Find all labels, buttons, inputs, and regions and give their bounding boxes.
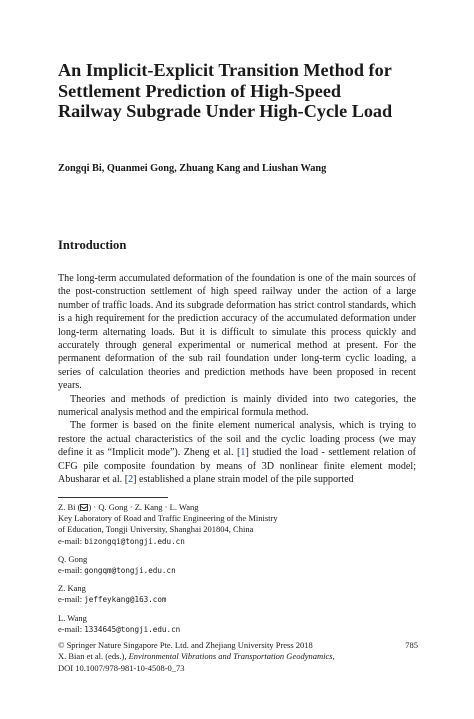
paragraph-3-text-c: ] established a plane strain model of the pile supported <box>133 474 354 486</box>
gong-name: Q. Gong <box>58 553 88 564</box>
affiliation-authors-line <box>58 502 388 513</box>
bi-email[interactable]: bizongqi@tongji.edu.cn <box>84 536 185 546</box>
affiliation-lab-line-1: Key Laboratory of Road and Traffic Engineering of the Ministry <box>58 513 278 524</box>
footnote-divider <box>58 497 168 498</box>
citation-line <box>58 651 418 662</box>
gong-email-line <box>58 565 388 576</box>
affiliation-block-wang <box>58 613 388 635</box>
kang-name: Z. Kang <box>58 583 86 594</box>
wang-email[interactable]: 1334645@tongji.edu.cn <box>84 624 181 634</box>
gong-email[interactable]: gongqm@tongji.edu.cn <box>84 566 176 576</box>
doi-line: DOI 10.1007/978-981-10-4508-0_73 <box>58 662 185 673</box>
kang-email-line <box>58 594 388 605</box>
citation-comma: , <box>332 651 335 662</box>
wang-name: L. Wang <box>58 612 87 623</box>
paper-title: An Implicit-Explicit Transition Method for Settlement Prediction of High-Speed Railway Subgrade Under High-Cycle Load <box>58 60 393 121</box>
affiliation-authors-text-b: ) · Q. Gong · Z. Kang · L. Wang <box>88 502 199 512</box>
bi-email-label: e-mail: <box>58 535 85 546</box>
page-footer <box>58 640 418 674</box>
kang-email[interactable]: jeffeykang@163.com <box>84 595 167 605</box>
affiliation-block-gong <box>58 554 388 576</box>
kang-email-label: e-mail: <box>58 594 85 605</box>
citation-book-title: Environmental Vibrations and Transportation Geodynamics <box>128 651 333 662</box>
paragraph-2: Theories and methods of prediction is mainly divided into two categories, the numerical analysis method and the empirical formula method. <box>58 393 416 419</box>
affiliation-block-bi <box>58 502 388 547</box>
paragraph-1: The long-term accumulated deformation of the foundation is one of the main sources of the post-construction settlement of high speed railway under the action of a large number of traffic loads. And its subgrade deformation has strict control standards, which is a high requirement for the prediction accuracy of the accumulated deformation under long-term alternating loads. But it is difficult to simulate this process quickly and accurately through general experimental or numerical method at present. For the permanent deformation of the sub rail foundation under long-term cyclic loading, a series of calculation theories and prediction methods have been proposed in recent years. <box>58 273 416 392</box>
copyright-line: © Springer Nature Singapore Pte. Ltd. and Zhejiang University Press 2018 <box>58 640 313 650</box>
citation-editors: X. Bian et al. (eds.), <box>58 651 129 662</box>
reference-link-1[interactable]: 1 <box>240 447 246 459</box>
paragraph-3-text-a: The former is based on the finite element numerical analysis, which is trying to restore the actual characteristics of the soil and the cyclic loading process (we may define it as “Implicit mode”). Zheng et al. [ <box>58 420 416 459</box>
wang-email-label: e-mail: <box>58 623 85 634</box>
affiliation-lab-line-2: of Education, Tongji University, Shanghai 201804, China <box>58 524 254 535</box>
affiliations <box>58 502 388 642</box>
bi-email-line <box>58 536 388 547</box>
author-list: Zongqi Bi, Quanmei Gong, Zhuang Kang and Liushan Wang <box>58 163 327 174</box>
affiliation-block-kang <box>58 583 388 605</box>
envelope-icon <box>80 504 88 511</box>
affiliation-authors-text-a: Z. Bi ( <box>58 502 81 512</box>
section-heading-introduction: Introduction <box>58 238 127 252</box>
paragraph-3-text-b: ] studied the load - settlement relation of CFG pile composite foundation by means of 3D nonlinear finite element model; Abusharar et al. [ <box>58 447 416 486</box>
page-number: 785 <box>405 640 418 650</box>
reference-link-2[interactable]: 2 <box>128 474 134 486</box>
introduction-body <box>58 272 416 487</box>
wang-email-line <box>58 624 388 635</box>
paragraph-3 <box>58 419 416 486</box>
gong-email-label: e-mail: <box>58 565 85 576</box>
